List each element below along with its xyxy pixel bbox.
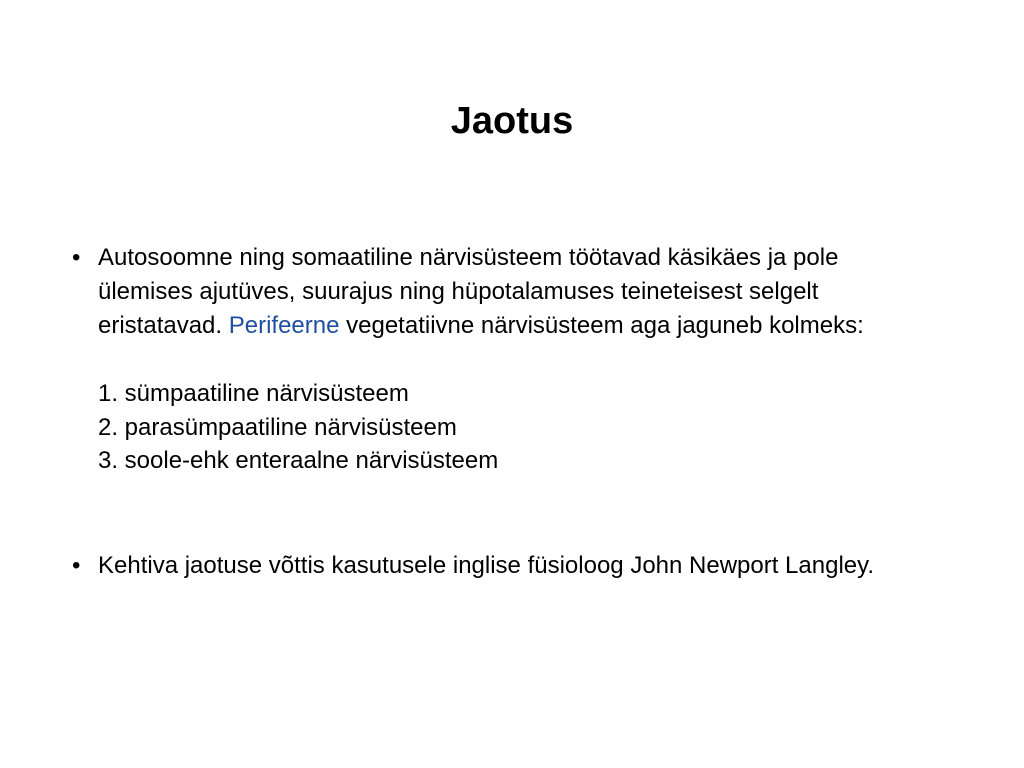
- list-item: 1. sümpaatiline närvisüsteem: [98, 380, 409, 407]
- bullet-marker: •: [72, 552, 81, 579]
- slide-title: Jaotus: [450, 100, 574, 142]
- bullet-item: [72, 241, 932, 478]
- bullet-item: [72, 549, 932, 583]
- bullet-text-after: vegetatiivne närvisüsteem aga jaguneb kolmeks:: [339, 312, 864, 339]
- bullet-body: [98, 241, 932, 478]
- perifeerne-link[interactable]: Perifeerne: [228, 312, 340, 339]
- bullet-text-before: Autosoomne ning somaatiline närvisüsteem töötavad käsikäes ja pole ülemises ajutüves, suurajus ning hüpotalamuses teineteisest selgelt eristatavad.: [98, 244, 839, 339]
- bullet-body: [98, 549, 932, 583]
- list-item: 3. soole-ehk enteraalne närvisüsteem: [98, 447, 499, 474]
- bullet-text: Kehtiva jaotuse võttis kasutusele inglise füsioloog John Newport Langley.: [98, 552, 875, 579]
- numbered-list: [98, 377, 932, 478]
- bullet-marker: •: [72, 244, 81, 271]
- list-item: 2. parasümpaatiline närvisüsteem: [98, 413, 457, 441]
